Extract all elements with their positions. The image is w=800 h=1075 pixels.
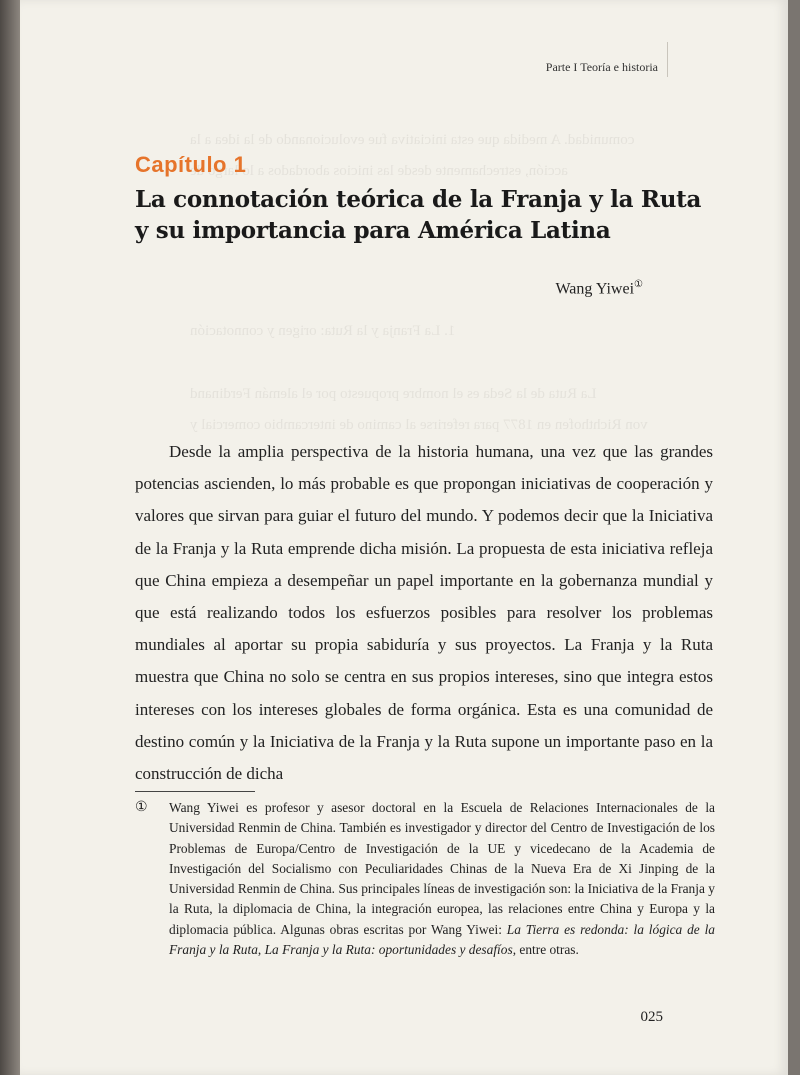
show-through-text: von Richthofen en 1877 para referirse al camino de intercambio comercial y — [190, 417, 648, 433]
footnote-mark: ① — [135, 800, 148, 815]
chapter-label: Capítulo 1 — [135, 152, 247, 177]
footnote-work-title-2: La Franja y la Ruta: oportunidades y desafíos — [264, 942, 513, 958]
book-gutter-shadow — [0, 0, 20, 1075]
chapter-title-line2: y su importancia para América Latina — [135, 217, 611, 244]
show-through-text: acción, estrechamente desde las inicios abordados a lo largo de — [190, 163, 568, 179]
chapter-title-line1: La connotación teórica de la Franja y la Ruta — [135, 186, 702, 213]
book-page — [20, 0, 788, 1075]
body-paragraph: Desde la amplia perspectiva de la historia humana, una vez que las grandes potencias ascienden, lo más probable es que propongan iniciativas de cooperación y valores que sirvan para guiar el futuro del mundo. Y podemos decir que la Iniciativa de la Franja y la Ruta emprende dicha misión. La propuesta de esta iniciativa refleja que China empieza a desempeñar un papel importante en la gobernanza mundial y que está realizando todos los esfuerzos posibles para resolver los problemas mundiales al aportar su propia sabiduría y sus proyectos. La Franja y la Ruta muestra que China no solo se centra en sus propios intereses, sino que integra estos intereses con los intereses globales de forma orgánica. Esta es una comunidad de destino común y la Iniciativa de la Franja y la Ruta supone un importante paso en la construcción de dicha — [135, 442, 713, 784]
footnote-reference: ① — [634, 279, 643, 290]
author-byline — [555, 279, 643, 298]
footnote-text — [169, 798, 715, 960]
show-through-text: comunidad. A medida que esta iniciativa fue evolucionando de la idea a la — [190, 132, 635, 148]
footnote-rule — [135, 791, 255, 792]
running-head-rule — [667, 42, 668, 77]
running-head: Parte I Teoría e historia — [545, 60, 658, 74]
footnote-ending: , entre otras. — [512, 942, 579, 958]
footnote-work-title-1: La Tierra es redonda: la lógica de la Franja y la Ruta — [169, 921, 715, 958]
footnote — [135, 798, 715, 960]
page-number: 025 — [640, 1009, 663, 1025]
footnote-body: Wang Yiwei es profesor y asesor doctoral en la Escuela de Relaciones Internacionales de la Universidad Renmin de China. También es investigador y director del Centro de Investigación de los Problemas de Europa/Centro de Investigación de la UE y vicedecano de la Academia de Investigación del Socialismo con Peculiaridades Chinas de la Nueva Era de Xi Jinping de la Universidad Renmin de China. Sus principales líneas de investigación son: la Iniciativa de la Franja y la Ruta, la diplomacia de China, la integración europea, las relaciones entre China y Europa y la diplomacia pública. Algunas obras escritas por Wang Yiwei: — [169, 800, 715, 937]
chapter-title — [135, 184, 715, 246]
main-body — [135, 436, 713, 790]
footnote-separator: , — [257, 942, 265, 958]
author-name: Wang Yiwei — [555, 280, 635, 298]
show-through-text: 1. La Franja y la Ruta: origen y connotación — [190, 323, 456, 339]
show-through-text: La Ruta de la Seda es el nombre propuesto por el alemán Ferdinand — [190, 386, 597, 402]
